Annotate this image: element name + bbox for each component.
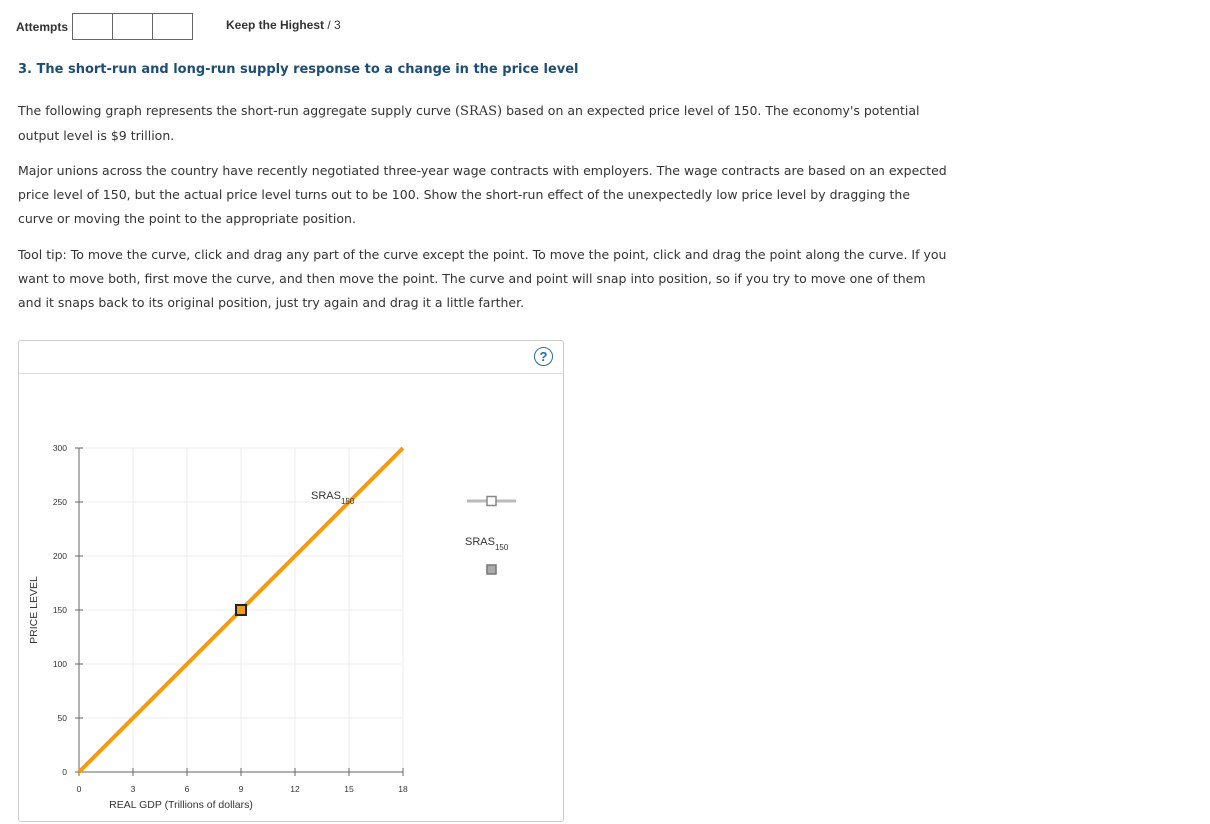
x-axis-label: REAL GDP (Trillions of dollars) [109,799,253,811]
palette-point-tool[interactable] [487,565,496,574]
attempt-box [113,14,153,39]
question-paragraph-1 [18,99,948,148]
y-tick-label: 200 [52,551,67,561]
tool-palette[interactable] [465,497,516,575]
grading-policy [226,18,341,32]
sras-symbol: (SRAS) [454,104,503,119]
sras-graph[interactable] [19,374,563,820]
sras-curve-label [311,490,355,506]
graph-panel [18,340,564,822]
palette-label-main: SRAS [465,536,495,548]
y-tick-label: 50 [57,713,67,723]
help-icon[interactable]: ? [534,347,553,366]
x-tick-label: 9 [238,784,244,794]
equilibrium-point[interactable] [236,605,246,615]
grading-score: / 3 [324,18,341,32]
p1-text-after: based on an expected price level of 150. The economy's potential output level is $9 trillion. [18,103,920,143]
attempts-label: Attempts [16,19,69,34]
y-tick-label: 0 [62,767,67,777]
x-tick-label: 12 [290,784,300,794]
p1-text-before: The following graph represents the short-run aggregate supply curve [18,103,455,118]
y-tick-label: 100 [52,659,67,669]
palette-label-subscript: 150 [494,543,509,552]
x-tick-label: 6 [184,784,190,794]
sras-label-main: SRAS [311,490,341,502]
y-tick-label: 250 [52,497,67,507]
y-tick-label: 150 [52,605,67,615]
question-paragraph-2: Major unions across the country have recently negotiated three-year wage contracts with employers. The wage contracts are based on an expected price level of 150, but the actual price level turns out to be 100. Show the short-run effect of the unexpectedly low price level by dragging the curve or moving the point to the appropriate position. [18,163,947,226]
palette-curve-tool[interactable] [467,497,516,506]
question-title: 3. The short-run and long-run supply response to a change in the price level [18,62,579,77]
x-tick-label: 3 [130,784,136,794]
x-tick-label: 18 [398,784,408,794]
y-tick-label: 300 [52,443,67,453]
sras-label-subscript: 150 [340,497,355,506]
grading-policy-label: Keep the Highest [226,18,325,32]
palette-curve-label [465,536,509,552]
graph-panel-header [19,341,563,374]
x-tick-label: 0 [76,784,82,794]
attempt-box [153,14,192,39]
attempts-bar [16,13,193,40]
attempt-box [73,14,113,39]
tool-tip-paragraph: Tool tip: To move the curve, click and drag any part of the curve except the point. To move the point, click and drag the point along the curve. If you want to move both, first move the curve, and then move the point. The curve and point will snap into position, so if you try to move one of them and it snaps back to its original position, just try again and drag it a little farther. [18,247,947,310]
y-axis-label: PRICE LEVEL [28,576,40,644]
x-tick-label: 15 [344,784,354,794]
attempt-boxes [72,13,193,40]
